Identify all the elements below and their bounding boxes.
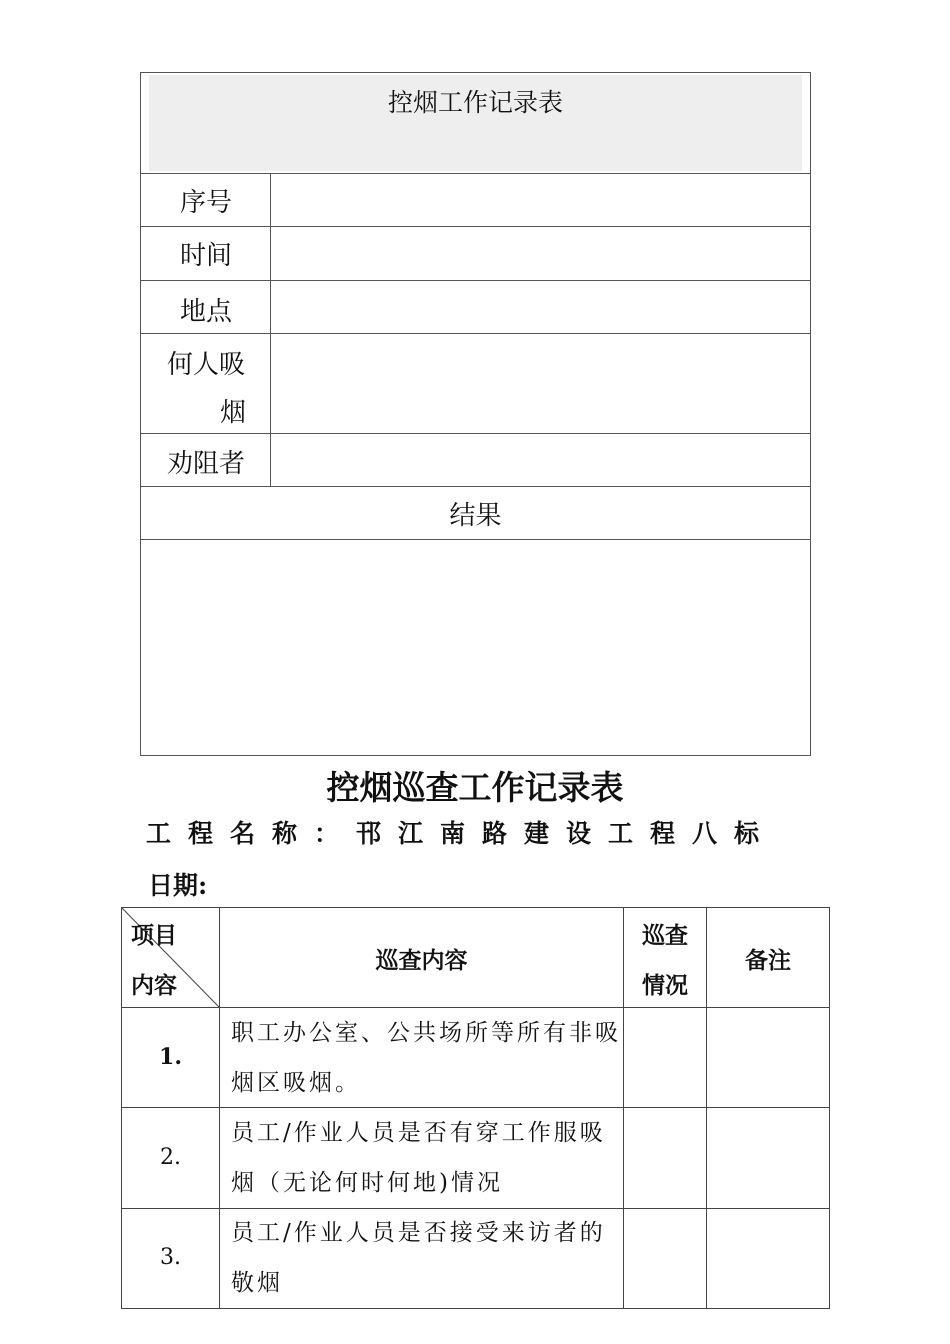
row-3-content-line2: 敬烟 [231, 1270, 283, 1296]
row-1-content-line2: 烟区吸烟。 [231, 1070, 361, 1096]
row-2-status[interactable] [624, 1108, 706, 1208]
field-value-location[interactable] [272, 281, 810, 333]
header-remark: 备注 [745, 947, 791, 974]
field-label-serial: 序号 [179, 188, 232, 218]
field-label-smoker-line1: 何人吸 [166, 350, 245, 380]
row-3-remark[interactable] [707, 1209, 829, 1308]
field-label-dissuader: 劝阻者 [166, 449, 245, 479]
field-row-smoker [141, 334, 810, 434]
result-header-row [141, 487, 810, 540]
date-label: 日期: [148, 871, 208, 900]
header-content-label: 内容 [131, 972, 177, 999]
row-1-content-line1: 职工办公室、公共场所等所有非吸 [231, 1020, 621, 1046]
field-label-smoker-line2: 烟 [219, 398, 246, 428]
field-row-time [141, 227, 810, 281]
row-2-remark[interactable] [707, 1108, 829, 1208]
header-patrol-content: 巡查内容 [375, 947, 468, 974]
row-2-content-line1: 员工/作业人员是否有穿工作服吸 [231, 1120, 606, 1146]
form-title-cell [141, 73, 810, 174]
field-label-time: 时间 [179, 241, 232, 271]
patrol-record-title: 控烟巡查工作记录表 [326, 768, 624, 807]
field-value-serial[interactable] [272, 174, 810, 226]
field-value-dissuader[interactable] [272, 434, 810, 486]
patrol-record-table [121, 907, 830, 1309]
form-title: 控烟工作记录表 [387, 88, 563, 117]
row-3-content-line1: 员工/作业人员是否接受来访者的 [231, 1220, 606, 1246]
table-border-bottom [121, 1308, 830, 1309]
table-border-top [121, 907, 830, 908]
field-value-smoker[interactable] [272, 334, 810, 433]
field-label-location: 地点 [179, 297, 232, 327]
row-3-status[interactable] [624, 1209, 706, 1308]
field-row-serial [141, 174, 810, 227]
smoking-control-record-form [140, 72, 811, 756]
row-1-status[interactable] [624, 1008, 706, 1107]
project-name-line: 工程名称：邗江南路建设工程八标 [146, 819, 777, 848]
header-status-line1: 巡查 [642, 922, 688, 949]
field-row-location [141, 281, 810, 334]
header-item-label: 项目 [131, 922, 177, 949]
row-2-content-line2: 烟（无论何时何地)情况 [231, 1170, 503, 1196]
header-status-line2: 情况 [642, 972, 688, 999]
row-2-number: 2. [160, 1145, 181, 1170]
field-row-dissuader [141, 434, 810, 487]
result-value-area[interactable] [141, 540, 810, 755]
row-3-number: 3. [160, 1245, 181, 1270]
field-value-time[interactable] [272, 227, 810, 280]
table-border-right [829, 907, 830, 1309]
row-1-remark[interactable] [707, 1008, 829, 1107]
result-label: 结果 [449, 501, 502, 531]
row-1-number: 1. [159, 1044, 182, 1070]
